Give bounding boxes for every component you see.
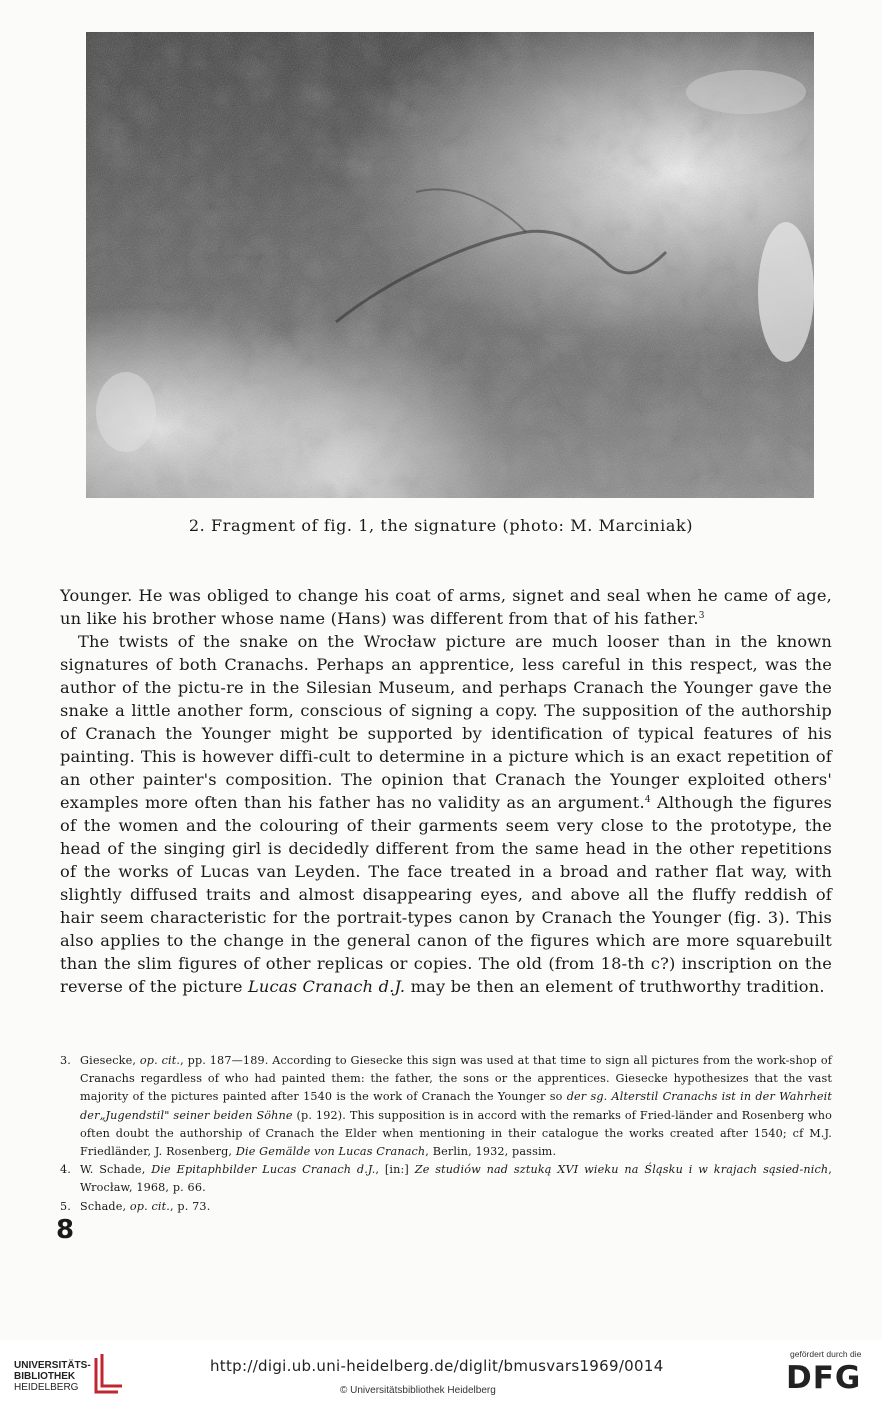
footnote-4: 4. W. Schade, Die Epitaphbilder Lucas Cranach d.J., [in:] Ze studiów nad sztuką XVI wieku na Śląsku i w krajach sąsied-nich, Wrocław, 1968, p. 66. xyxy=(60,1163,832,1195)
footnote-3: 3. Giesecke, op. cit., pp. 187—189. According to Giesecke this sign was used at that time to sign all pictures from the work-shop of Cranachs regardless of who had painted them: the father, the sons or the apprentices. Giesecke hypothesizes that the vast majority of the pictures painted after 1540 is the work of Cranach the Younger so der sg. Alterstil Cranachs ist in der Wahrheit der„Jugendstil" seiner beiden Söhne (p. 192). This supposition is in accord with the remarks of Fried-länder and Rosenberg who often doubt the authorship of Cranach the Elder when mentioning in their catalogue the works created after 1540; cf M.J. Friedländer, J. Rosenberg, Die Gemälde von Lucas Cranach, Berlin, 1932, passim. xyxy=(60,1054,833,1159)
signature-photo xyxy=(86,32,814,498)
footnote-ref-4: 4 xyxy=(644,795,651,805)
page-number: 8 xyxy=(56,1215,75,1245)
footnote-5: 5. Schade, op. cit., p. 73. xyxy=(60,1199,211,1213)
university-library-logo-icon xyxy=(92,1352,122,1398)
dfg-logo: DFG xyxy=(786,1360,862,1396)
photo-texture xyxy=(86,32,814,498)
copyright-text: © Universitätsbibliothek Heidelberg xyxy=(340,1385,496,1396)
body-text xyxy=(60,584,832,998)
permalink-url[interactable]: http://digi.ub.uni-heidelberg.de/diglit/bmusvars1969/0014 xyxy=(210,1357,664,1375)
library-name: UNIVERSITÄTS- BIBLIOTHEK HEIDELBERG xyxy=(14,1360,91,1393)
footnotes xyxy=(60,1052,832,1216)
paragraph-2: The twists of the snake on the Wrocław picture are much looser than in the known signatures of both Cranachs. Perhaps an apprentice, less careful in this respect, was the author of the pictu-re in the Silesian Museum, and perhaps Cranach the Younger gave the snake a little another form, conscious of signing a copy. The supposition of the authorship of Cranach the Younger might be supported by identification of typical features of his painting. This is however diffi-cult to determine in a picture which is an exact repetition of an other painter's composition. The opinion that Cranach the Younger exploited others' examples more often than his father has no validity as an argument.$^4$ Although the figures of the women and the colouring of their garments seem very close to the prototype, the head of the singing girl is decidedly different from the same head in the other repetitions of the works of Lucas van Leyden. The face treated in a broad and rather flat way, with slightly diffused traits and almost disappearing eyes, and above all the fluffy reddish of hair seem characteristic for the portrait-types canon by Cranach the Younger (fig. 3). This also applies to the change in the general canon of the figures which are more squarebuilt than the slim figures of other replicas or copies. The old (from 18-th c?) inscription on the reverse of the picture Lucas Cranach d.J. may be then an element of truthworthy tradition. xyxy=(60,632,833,996)
funded-by-label: gefördert durch die xyxy=(790,1349,862,1359)
figure-caption: 2. Fragment of fig. 1, the signature (photo: M. Marciniak) xyxy=(188,516,694,535)
footnote-ref-3: 3 xyxy=(698,611,705,621)
paragraph-1: Younger. He was obliged to change his coat of arms, signet and seal when he came of age, un like his brother whose name (Hans) was different from that of his father.$^3$ xyxy=(60,586,832,628)
